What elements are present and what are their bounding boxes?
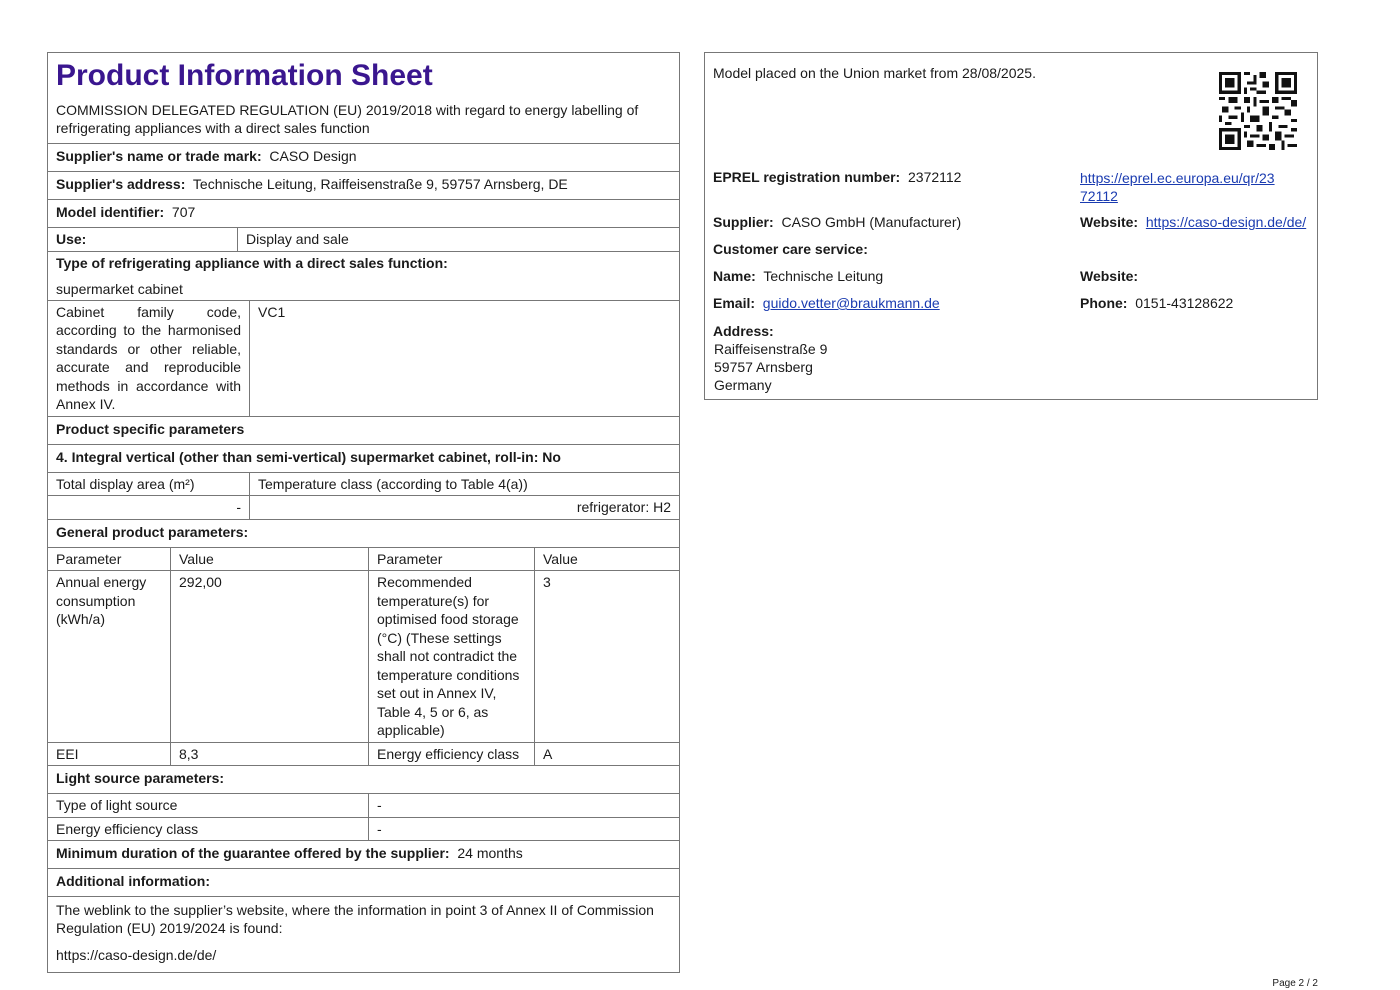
header-block — [48, 53, 679, 144]
contact-name-row — [713, 268, 883, 284]
website-label: Website: — [1080, 214, 1139, 230]
cabinet-type-heading: 4. Integral vertical (other than semi-vertical) supermarket cabinet, roll-in: No — [48, 445, 679, 473]
eei-row — [48, 743, 679, 767]
supplier-row — [713, 214, 961, 230]
contact-name-label: Name: — [713, 268, 756, 284]
phone-value: 0151-43128622 — [1135, 295, 1234, 311]
guarantee-row — [48, 841, 679, 869]
placed-on-market-text: Model placed on the Union market from 28/08/2025. — [713, 65, 1036, 81]
email-label: Email: — [713, 295, 756, 311]
col-value-2: Value — [543, 550, 578, 567]
phone-label: Phone: — [1080, 295, 1128, 311]
guarantee-label: Minimum duration of the guarantee offered by the supplier: — [56, 845, 450, 861]
col-parameter-2: Parameter — [369, 548, 535, 571]
supplier-name-label: Supplier's name or trade mark: — [56, 148, 262, 164]
temp-class-label: Temperature class (according to Table 4(a)) — [258, 475, 528, 492]
address-line-2: 59757 Arnsberg — [714, 359, 813, 375]
supplier-value: CASO GmbH (Manufacturer) — [781, 214, 962, 230]
annual-energy-value: 292,00 — [171, 571, 369, 742]
eprel-label: EPREL registration number: — [713, 169, 901, 185]
general-params-heading: General product parameters: — [48, 520, 679, 548]
energy-class-label: Energy efficiency class — [369, 743, 535, 766]
eprel-link-line-2[interactable]: 72112 — [1080, 188, 1118, 204]
temp-class-value: refrigerator: H2 — [576, 499, 671, 515]
contact-website-label: Website: — [1080, 268, 1139, 284]
recommended-temp-value: 3 — [543, 574, 551, 590]
customer-care-heading: Customer care service: — [713, 241, 868, 257]
regulation-text: COMMISSION DELEGATED REGULATION (EU) 2019/2018 with regard to energy labelling of refrigerating appliances with a direct sales function — [56, 102, 639, 136]
weblink-url[interactable]: https://caso-design.de/de/ — [56, 947, 217, 963]
model-value: 707 — [171, 204, 196, 220]
model-label: Model identifier: — [56, 204, 165, 220]
supplier-name-row — [48, 144, 679, 172]
weblink-text: The weblink to the supplier’s website, where the information in point 3 of Annex II of Commission Regulation (EU) 2019/2024 is found: — [56, 902, 654, 936]
light-type-row — [48, 794, 679, 818]
light-type-label: Type of light source — [48, 794, 369, 817]
supplier-address-label: Supplier's address: — [56, 176, 186, 192]
appliance-type-value: supermarket cabinet — [56, 280, 183, 297]
address-block — [713, 322, 827, 394]
guarantee-value: 24 months — [457, 845, 523, 861]
col-value-1: Value — [171, 548, 369, 571]
light-params-heading: Light source parameters: — [48, 766, 679, 794]
light-efficiency-label: Energy efficiency class — [48, 818, 369, 841]
product-information-table — [47, 52, 680, 973]
eprel-number: 2372112 — [908, 169, 962, 185]
website-row — [1080, 214, 1306, 230]
supplier-info-box — [704, 52, 1318, 400]
family-code-row — [48, 301, 679, 417]
model-row — [48, 200, 679, 228]
light-efficiency-value: - — [377, 820, 382, 837]
light-type-value: - — [377, 797, 382, 813]
email-row — [713, 295, 940, 311]
website-link[interactable]: https://caso-design.de/de/ — [1145, 214, 1307, 230]
page-title: Product Information Sheet — [56, 59, 433, 92]
page-number: Page 2 / 2 — [1272, 978, 1318, 989]
light-efficiency-row — [48, 818, 679, 842]
appliance-type-label: Type of refrigerating appliance with a direct sales function: — [56, 254, 448, 271]
qr-code-icon[interactable] — [1219, 72, 1297, 150]
col-parameter-1: Parameter — [48, 548, 171, 571]
product-params-heading: Product specific parameters — [48, 417, 679, 445]
use-value: Display and sale — [246, 231, 349, 247]
eei-value: 8,3 — [171, 743, 369, 766]
supplier-address-value: Technische Leitung, Raiffeisenstraße 9, 59757 Arnsberg, DE — [192, 176, 568, 192]
display-area-value: - — [48, 496, 250, 519]
use-label: Use: — [48, 228, 238, 251]
display-temp-value-row — [48, 496, 679, 520]
address-line-3: Germany — [714, 377, 772, 393]
address-label: Address: — [713, 323, 774, 339]
annual-energy-row — [48, 571, 679, 743]
display-temp-header-row — [48, 473, 679, 497]
weblink-block — [48, 897, 679, 972]
contact-name-value: Technische Leitung — [763, 268, 884, 284]
supplier-label: Supplier: — [713, 214, 774, 230]
annual-energy-label: Annual energy consumption (kWh/a) — [48, 571, 171, 742]
family-code-value: VC1 — [258, 303, 286, 320]
use-row — [48, 228, 679, 252]
eei-label: EEI — [48, 743, 171, 766]
supplier-address-row — [48, 172, 679, 200]
display-area-label: Total display area (m²) — [48, 473, 250, 496]
email-link[interactable]: guido.vetter@braukmann.de — [762, 295, 940, 311]
additional-info-heading: Additional information: — [48, 869, 679, 897]
address-line-1: Raiffeisenstraße 9 — [714, 341, 828, 357]
eprel-row — [713, 169, 961, 185]
family-code-label: Cabinet family code, according to the harmonised standards or other reliable, accurate and reproducible methods in accordance with Annex IV. — [48, 301, 250, 416]
eprel-link[interactable] — [1080, 169, 1275, 205]
energy-class-value: A — [543, 745, 553, 762]
appliance-type-row — [48, 252, 679, 301]
phone-row — [1080, 295, 1233, 311]
supplier-name-value: CASO Design — [269, 148, 357, 164]
eprel-link-line-1[interactable]: https://eprel.ec.europa.eu/qr/23 — [1080, 170, 1275, 186]
recommended-temp-label: Recommended temperature(s) for optimised food storage (°C) (These settings shall not contradict the temperature conditions set out in Annex IV, Table 4, 5 or 6, as applicable) — [369, 571, 535, 742]
general-params-header-row — [48, 548, 679, 572]
